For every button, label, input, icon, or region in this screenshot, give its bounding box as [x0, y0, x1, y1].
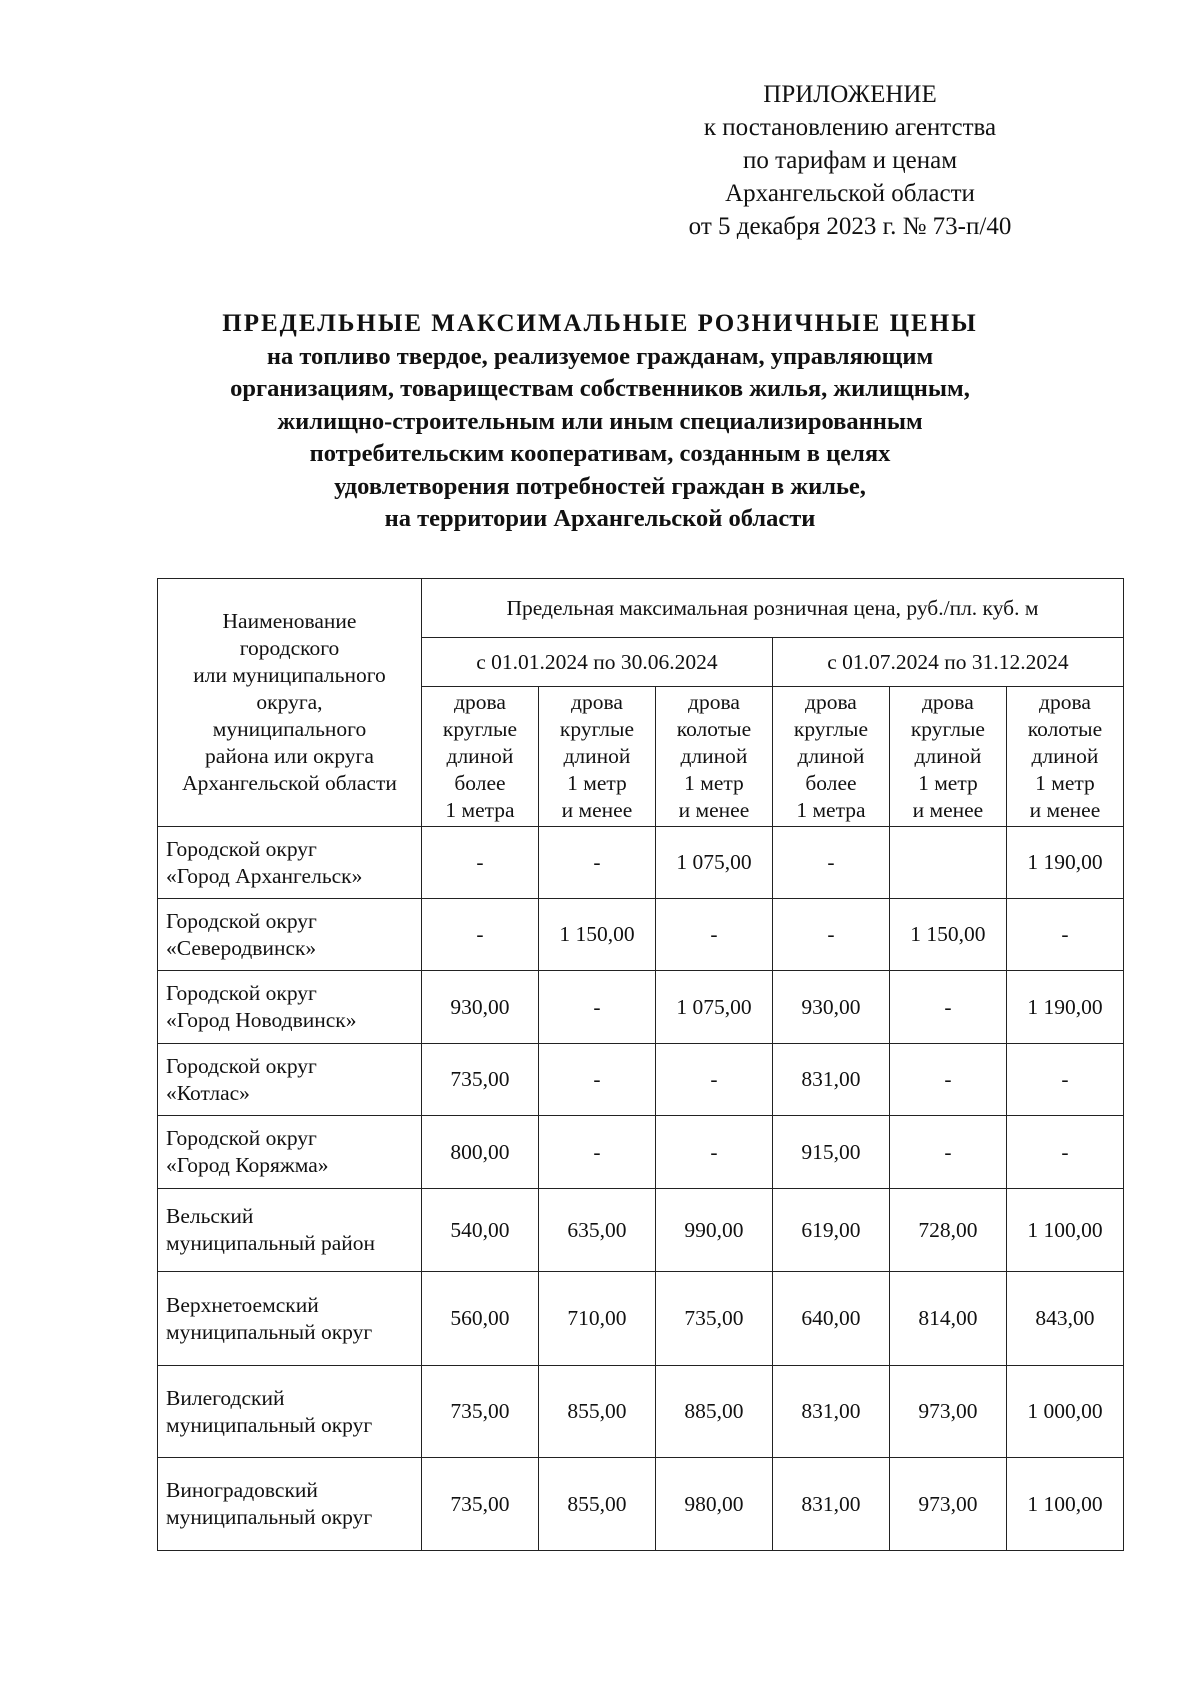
- price-cell: -: [772, 827, 889, 899]
- price-cell: 831,00: [772, 1044, 889, 1116]
- price-table: [157, 578, 1124, 1551]
- price-cell: 973,00: [889, 1366, 1006, 1458]
- price-cell: 1 100,00: [1006, 1189, 1123, 1272]
- period-header: с 01.01.2024 по 30.06.2024: [421, 638, 772, 687]
- table-row: [158, 1458, 1124, 1551]
- price-cell: [889, 827, 1006, 899]
- price-cell: 735,00: [421, 1044, 538, 1116]
- district-name: Виноградовский муниципальный округ: [158, 1458, 422, 1551]
- price-cell: 735,00: [421, 1366, 538, 1458]
- price-cell: 728,00: [889, 1189, 1006, 1272]
- price-cell: 915,00: [772, 1116, 889, 1189]
- price-cell: -: [1006, 899, 1123, 971]
- appendix-line: по тарифам и ценам: [742, 147, 958, 174]
- appendix-label: ПРИЛОЖЕНИЕ: [763, 81, 937, 108]
- price-cell: 560,00: [421, 1272, 538, 1366]
- title-line: потребительским кооперативам, созданным в целях: [309, 440, 891, 467]
- price-cell: -: [655, 1116, 772, 1189]
- district-name: Городской округ «Город Новодвинск»: [158, 971, 422, 1044]
- column-group-header: Предельная максимальная розничная цена, руб./пл. куб. м: [421, 579, 1123, 638]
- column-subheader: дрова круглые длиной более 1 метра: [772, 687, 889, 827]
- price-cell: 640,00: [772, 1272, 889, 1366]
- table-row: [158, 1366, 1124, 1458]
- price-cell: 885,00: [655, 1366, 772, 1458]
- price-cell: 980,00: [655, 1458, 772, 1551]
- title-line: на территории Архангельской области: [384, 505, 816, 532]
- price-cell: 855,00: [538, 1458, 655, 1551]
- price-cell: -: [1006, 1044, 1123, 1116]
- title-line: на топливо твердое, реализуемое гражданам, управляющим: [266, 342, 934, 370]
- table-row: [158, 899, 1124, 971]
- district-name: Вельский муниципальный район: [158, 1189, 422, 1272]
- price-cell: 973,00: [889, 1458, 1006, 1551]
- appendix-date-number: от 5 декабря 2023 г. № 73-п/40: [688, 213, 1012, 240]
- price-cell: 1 190,00: [1006, 971, 1123, 1044]
- title-line: удовлетворения потребностей граждан в жилье,: [334, 472, 866, 500]
- appendix-line: Архангельской области: [725, 180, 975, 207]
- price-cell: 619,00: [772, 1189, 889, 1272]
- price-cell: -: [538, 827, 655, 899]
- table-row: [158, 1189, 1124, 1272]
- district-name: Городской округ «Город Архангельск»: [158, 827, 422, 899]
- price-cell: 540,00: [421, 1189, 538, 1272]
- district-name: Верхнетоемский муниципальный округ: [158, 1272, 422, 1366]
- price-cell: 1 075,00: [655, 971, 772, 1044]
- price-cell: 930,00: [421, 971, 538, 1044]
- price-cell: 831,00: [772, 1366, 889, 1458]
- price-cell: 1 150,00: [889, 899, 1006, 971]
- price-cell: 1 150,00: [538, 899, 655, 971]
- price-cell: 831,00: [772, 1458, 889, 1551]
- price-cell: -: [655, 1044, 772, 1116]
- district-name: Вилегодский муниципальный округ: [158, 1366, 422, 1458]
- price-cell: -: [421, 827, 538, 899]
- price-cell: 735,00: [655, 1272, 772, 1366]
- period-header: с 01.07.2024 по 31.12.2024: [772, 638, 1123, 687]
- price-cell: -: [421, 899, 538, 971]
- column-subheader: дрова круглые длиной 1 метр и менее: [538, 687, 655, 827]
- price-cell: -: [538, 1044, 655, 1116]
- column-subheader: дрова круглые длиной более 1 метра: [421, 687, 538, 827]
- price-cell: -: [538, 971, 655, 1044]
- price-cell: 1 100,00: [1006, 1458, 1123, 1551]
- price-cell: -: [889, 1116, 1006, 1189]
- table-row: [158, 827, 1124, 899]
- price-cell: -: [889, 1044, 1006, 1116]
- price-cell: -: [538, 1116, 655, 1189]
- price-cell: -: [655, 899, 772, 971]
- district-name: Городской округ «Котлас»: [158, 1044, 422, 1116]
- price-cell: 735,00: [421, 1458, 538, 1551]
- district-name: Городской округ «Город Коряжма»: [158, 1116, 422, 1189]
- title-line: организациям, товариществам собственников жилья, жилищным,: [230, 375, 970, 402]
- price-cell: -: [772, 899, 889, 971]
- column-subheader: дрова колотые длиной 1 метр и менее: [655, 687, 772, 827]
- price-cell: 855,00: [538, 1366, 655, 1458]
- price-cell: 930,00: [772, 971, 889, 1044]
- price-cell: 800,00: [421, 1116, 538, 1189]
- title-line: жилищно-строительным или иным специализированным: [277, 407, 923, 435]
- table-row: [158, 1272, 1124, 1366]
- table-row: [158, 1116, 1124, 1189]
- title-main: ПРЕДЕЛЬНЫЕ МАКСИМАЛЬНЫЕ РОЗНИЧНЫЕ ЦЕНЫ: [222, 310, 978, 337]
- price-cell: 814,00: [889, 1272, 1006, 1366]
- table-row: [158, 971, 1124, 1044]
- price-cell: 1 000,00: [1006, 1366, 1123, 1458]
- appendix-line: к постановлению агентства: [703, 114, 997, 141]
- price-cell: 1 190,00: [1006, 827, 1123, 899]
- document-title: [150, 308, 1050, 536]
- appendix-header: [640, 78, 1060, 243]
- price-cell: 1 075,00: [655, 827, 772, 899]
- price-cell: 843,00: [1006, 1272, 1123, 1366]
- price-cell: -: [889, 971, 1006, 1044]
- price-cell: 635,00: [538, 1189, 655, 1272]
- price-cell: 710,00: [538, 1272, 655, 1366]
- column-subheader: дрова круглые длиной 1 метр и менее: [889, 687, 1006, 827]
- column-subheader: дрова колотые длиной 1 метр и менее: [1006, 687, 1123, 827]
- district-name: Городской округ «Северодвинск»: [158, 899, 422, 971]
- table-row: [158, 1044, 1124, 1116]
- price-cell: -: [1006, 1116, 1123, 1189]
- price-cell: 990,00: [655, 1189, 772, 1272]
- column-header-name: Наименование городского или муниципального округа, муниципального района или округа Архангельской области: [158, 579, 422, 827]
